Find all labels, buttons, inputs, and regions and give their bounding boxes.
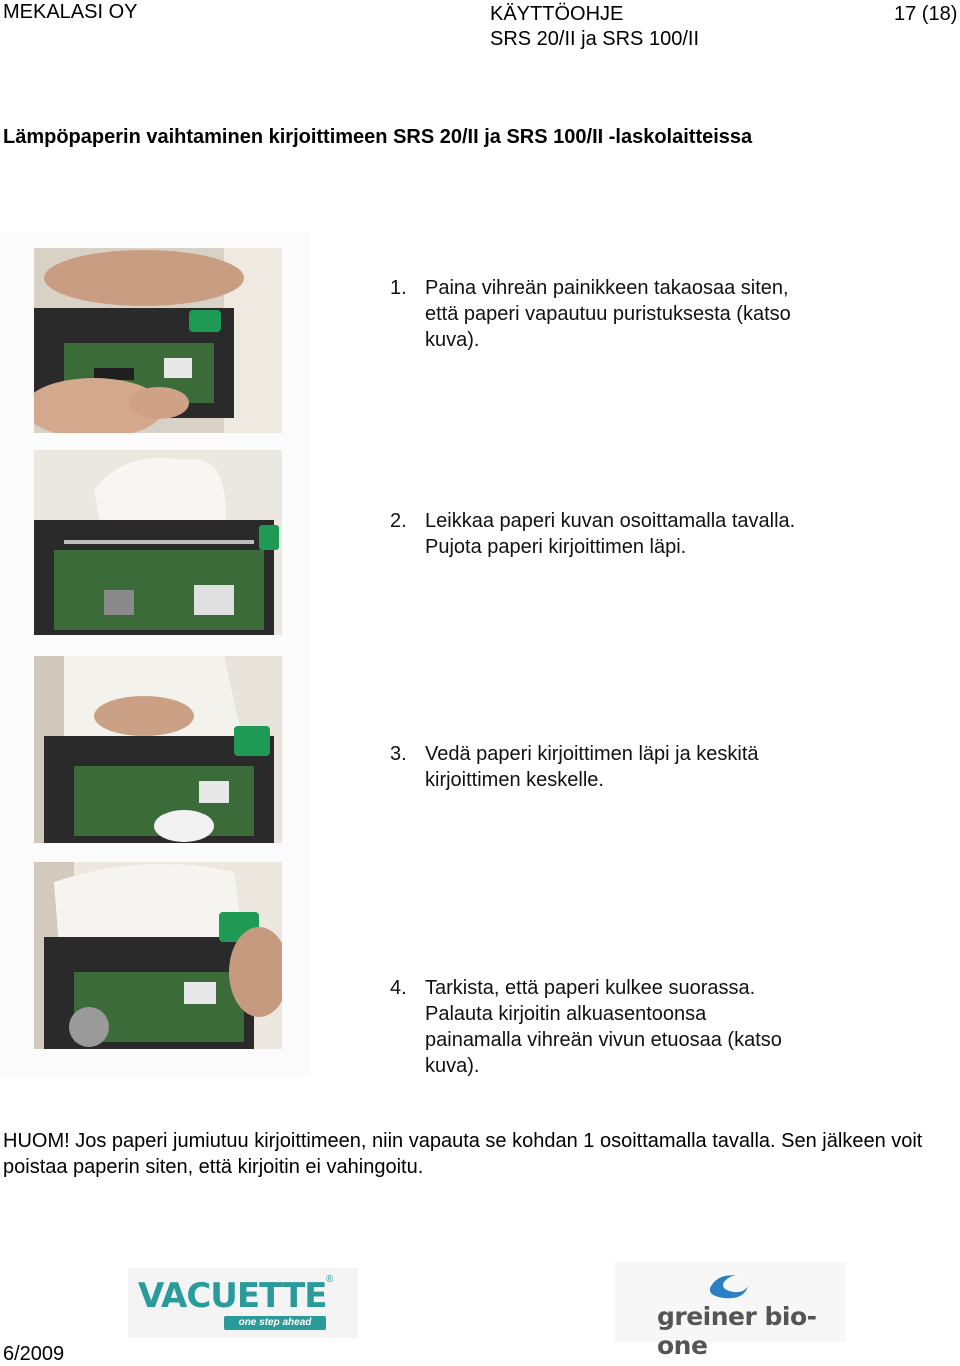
photo-column [0, 232, 310, 1077]
step-4-photo [34, 862, 282, 1049]
vacuette-logo [128, 1268, 358, 1338]
step-3-photo [34, 656, 282, 843]
greiner-wordmark: greiner bio-one [657, 1302, 817, 1360]
step-text: Tarkista, että paperi kulkee suorassa. Palauta kirjoitin alkuasentoonsa painamalla vihreän vivun etuosaa (katso kuva). [425, 977, 782, 1077]
product-name: SRS 20/II ja SRS 100/II [490, 28, 699, 50]
step-text: Vedä paperi kirjoittimen läpi ja keskitä kirjoittimen keskelle. [425, 743, 759, 791]
page-title: Lämpöpaperin vaihtaminen kirjoittimeen SRS 20/II ja SRS 100/II -laskolaitteissa [3, 126, 753, 148]
company-name: MEKALASI OY [3, 1, 138, 23]
document-type: KÄYTTÖOHJE [490, 3, 624, 25]
vacuette-wordmark: VACUETTE [138, 1276, 327, 1316]
page-number: 17 (18) [894, 3, 958, 25]
step-number: 1. [390, 277, 407, 299]
step-number: 4. [390, 977, 407, 999]
vacuette-tagline: one step ahead [224, 1316, 326, 1330]
step-2-photo [34, 450, 282, 635]
note-paragraph: HUOM! Jos paperi jumiutuu kirjoittimeen, niin vapauta se kohdan 1 osoittamalla tavalla. Sen jälkeen voit poistaa paperin siten, että kirjoitin ei vahingoitu. [3, 1130, 923, 1178]
step-number: 3. [390, 743, 407, 765]
greiner-swirl-icon [700, 1270, 752, 1302]
step-text: Leikkaa paperi kuvan osoittamalla tavalla. Pujota paperi kirjoittimen läpi. [425, 510, 796, 558]
step-1-photo [34, 248, 282, 433]
greiner-logo [615, 1262, 845, 1360]
step-text: Paina vihreän painikkeen takaosaa siten, että paperi vapautuu puristuksesta (katso kuva). [425, 277, 791, 351]
registered-mark-icon: ® [326, 1274, 334, 1285]
footer-date: 6/2009 [3, 1343, 65, 1365]
step-number: 2. [390, 510, 407, 532]
